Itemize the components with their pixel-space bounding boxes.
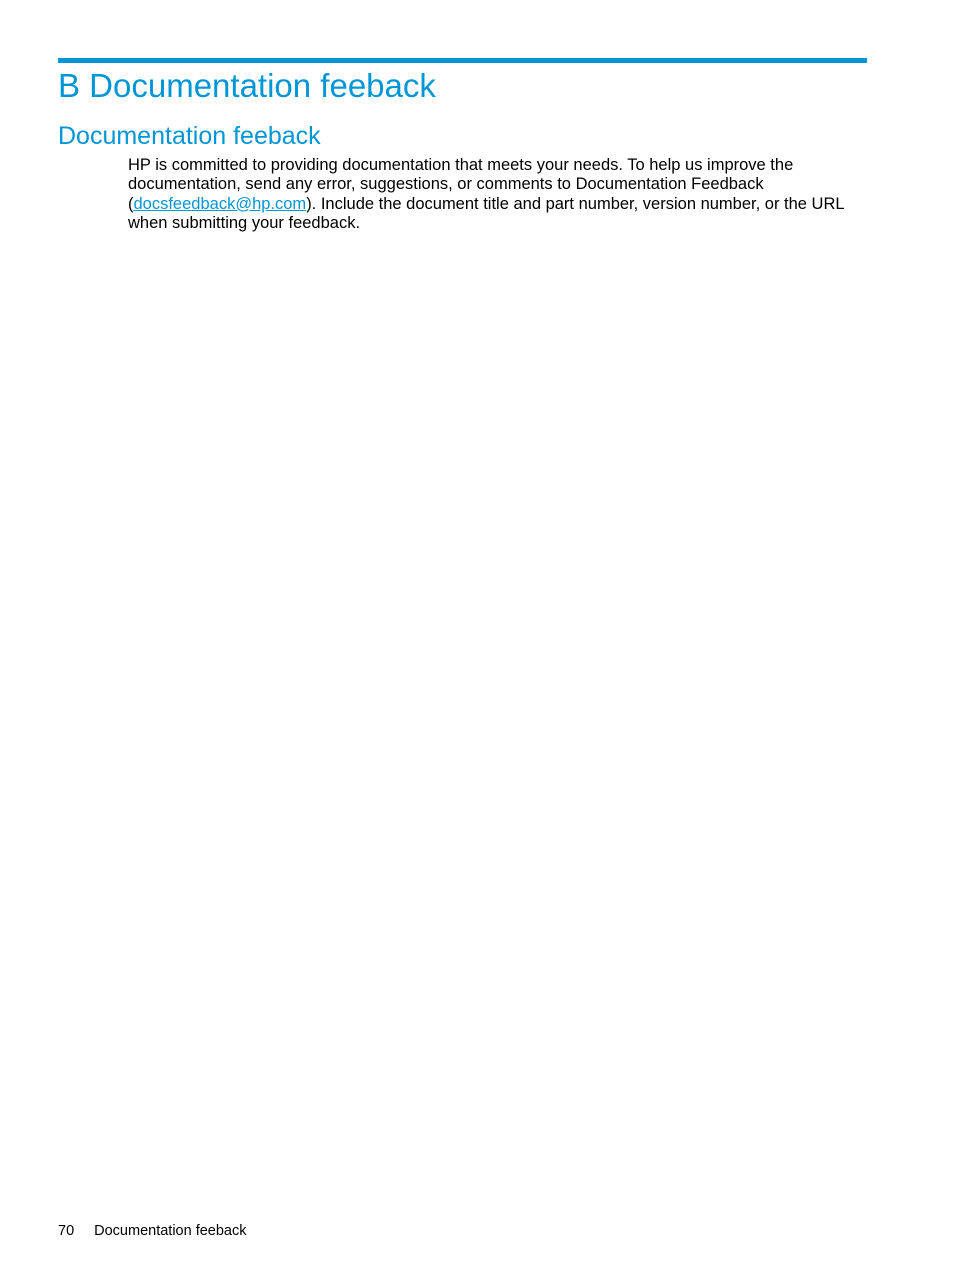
footer-running-title: Documentation feeback: [94, 1223, 247, 1239]
page-footer: [58, 1222, 246, 1240]
chapter-top-rule: [58, 58, 867, 63]
section-title: Documentation feeback: [58, 122, 321, 150]
chapter-title: B Documentation feeback: [58, 67, 436, 104]
feedback-paragraph: [128, 156, 868, 233]
page-number: 70: [58, 1223, 75, 1239]
paragraph-text-after-link: ). Include the document title and part number, version number, or the URL when submitting your feedback.: [128, 194, 844, 232]
paragraph-text-before-link: HP is committed to providing documentation that meets your needs. To help us improve the documentation, send any error, suggestions, or comments to Documentation Feedback (: [128, 156, 794, 213]
feedback-email-link[interactable]: docsfeedback@hp.com: [133, 194, 307, 213]
